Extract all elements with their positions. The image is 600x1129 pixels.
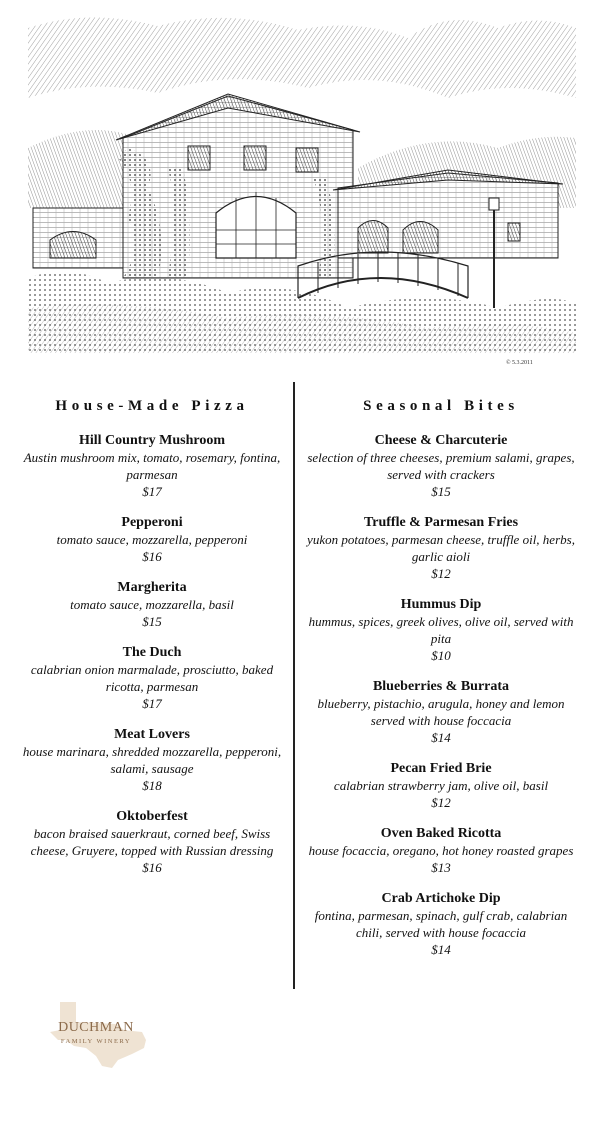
item-price: $12 [431, 795, 451, 810]
menu-item [302, 432, 580, 500]
item-description: house focaccia, oregano, hot honey roasted grapes [308, 843, 574, 858]
menu-item [18, 579, 286, 630]
duchman-logo [56, 1020, 136, 1045]
svg-text:© 5.3.2011: © 5.3.2011 [506, 360, 533, 366]
item-name: Blueberries & Burrata [372, 679, 510, 694]
item-description: selection of three cheeses, premium salami, grapes, served with crackers [307, 450, 575, 482]
item-price: $18 [142, 778, 162, 793]
item-name: Cheese & Charcuterie [374, 433, 508, 448]
bites-section [302, 398, 580, 972]
item-name: Hill Country Mushroom [79, 433, 225, 448]
menu-item [302, 678, 580, 746]
section-title-pizza: House-Made Pizza [55, 398, 249, 414]
item-description: tomato sauce, mozzarella, pepperoni [56, 532, 248, 547]
item-description: Austin mushroom mix, tomato, rosemary, fontina, parmesan [23, 450, 281, 482]
item-name: Margherita [117, 580, 187, 595]
menu-item [302, 760, 580, 811]
item-price: $15 [431, 484, 451, 499]
item-name: Meat Lovers [114, 727, 190, 742]
menu-item [302, 890, 580, 958]
item-description: calabrian strawberry jam, olive oil, basil [333, 778, 549, 793]
item-description: tomato sauce, mozzarella, basil [70, 597, 234, 612]
column-divider [293, 382, 295, 989]
item-price: $17 [142, 696, 162, 711]
menu-item [18, 726, 286, 794]
item-name: The Duch [122, 645, 182, 660]
item-price: $13 [431, 860, 451, 875]
pizza-section [18, 398, 286, 890]
item-price: $15 [142, 614, 162, 629]
menu-item [302, 596, 580, 664]
menu-item [18, 644, 286, 712]
item-description: fontina, parmesan, spinach, gulf crab, calabrian chili, served with house focaccia [314, 908, 568, 940]
item-price: $16 [142, 860, 162, 875]
item-description: calabrian onion marmalade, prosciutto, baked ricotta, parmesan [30, 662, 274, 694]
item-name: Oven Baked Ricotta [380, 826, 502, 841]
item-price: $17 [142, 484, 162, 499]
item-price: $14 [431, 942, 451, 957]
logo-name: DUCHMAN [58, 1020, 134, 1035]
item-description: bacon braised sauerkraut, corned beef, Swiss cheese, Gruyere, topped with Russian dressing [30, 826, 274, 858]
item-name: Pecan Fried Brie [390, 761, 492, 776]
item-name: Pepperoni [121, 515, 183, 530]
item-name: Oktoberfest [116, 809, 188, 824]
item-price: $14 [431, 730, 451, 745]
item-description: hummus, spices, greek olives, olive oil, served with pita [308, 614, 574, 646]
logo-subtitle: FAMILY WINERY [60, 1038, 132, 1045]
item-name: Hummus Dip [400, 597, 482, 612]
menu-item [18, 808, 286, 876]
menu-item [18, 432, 286, 500]
item-name: Truffle & Parmesan Fries [363, 515, 519, 530]
menu-item [302, 825, 580, 876]
item-description: yukon potatoes, parmesan cheese, truffle oil, herbs, garlic aioli [307, 532, 575, 564]
item-price: $16 [142, 549, 162, 564]
item-description: house marinara, shredded mozzarella, pepperoni, salami, sausage [22, 744, 282, 776]
item-price: $12 [431, 566, 451, 581]
section-title-bites: Seasonal Bites [363, 398, 519, 414]
item-name: Crab Artichoke Dip [381, 891, 501, 906]
menu-item [302, 514, 580, 582]
winery-illustration [28, 8, 576, 372]
menu-item [18, 514, 286, 565]
item-description: blueberry, pistachio, arugula, honey and lemon served with house foccacia [317, 696, 565, 728]
item-price: $10 [431, 648, 451, 663]
